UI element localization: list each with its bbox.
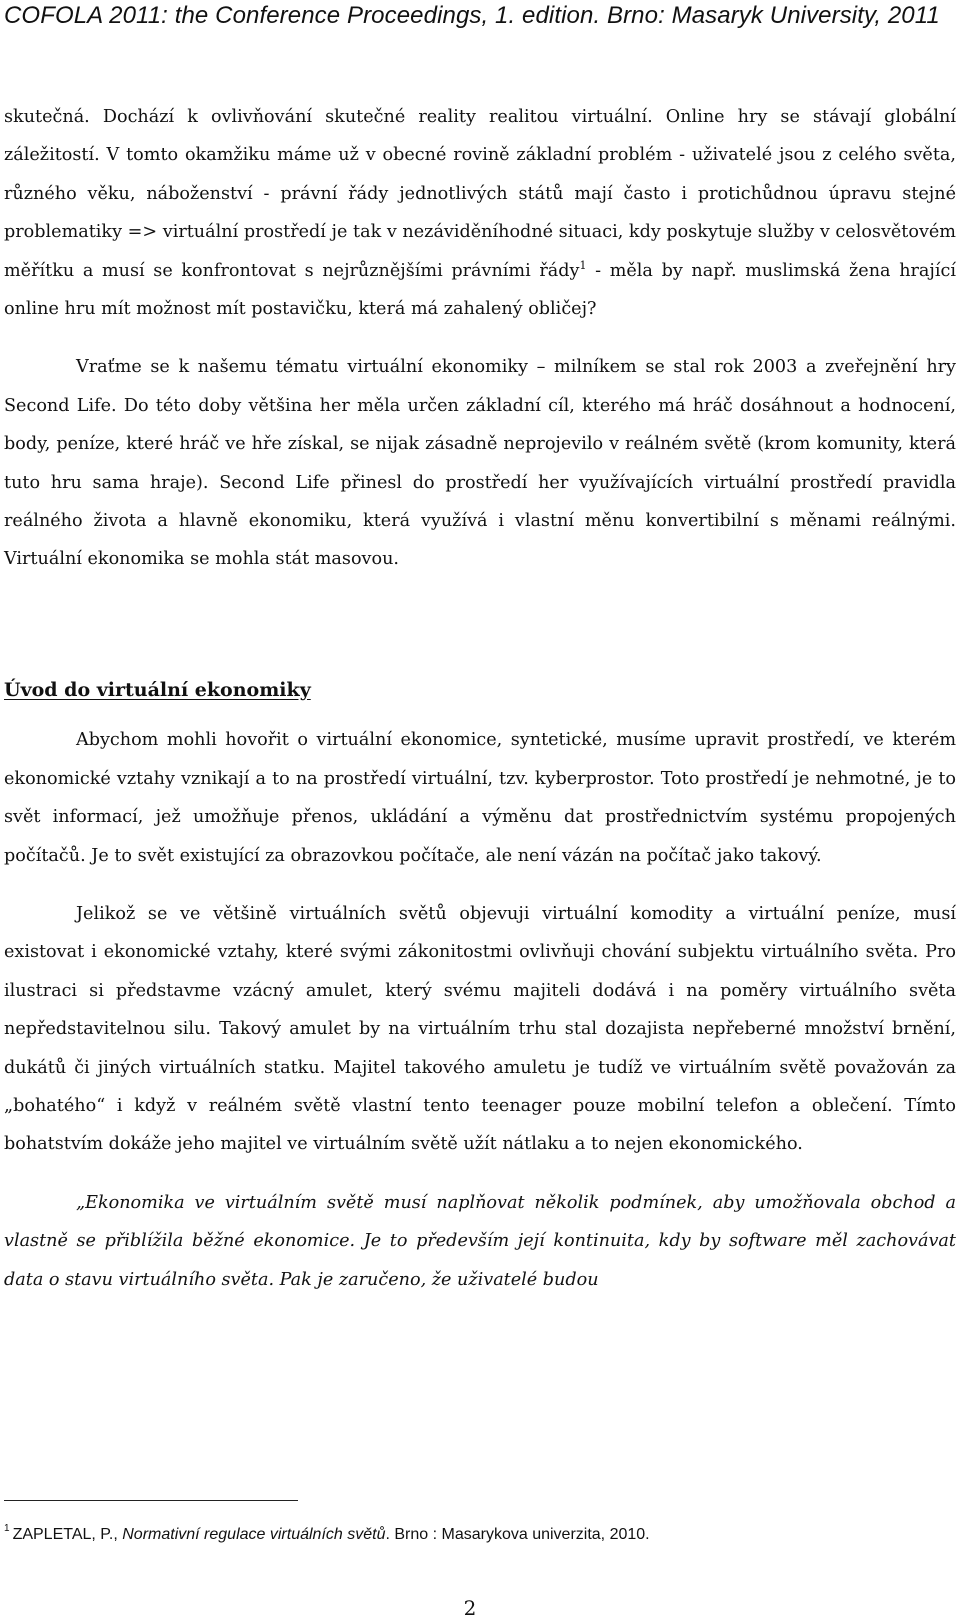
paragraph-3: Abychom mohli hovořit o virtuální ekonomice, syntetické, musíme upravit prostředí, ve kterém ekonomické vztahy vznikají a to na prostředí virtuální, tzv. kyberprostor. Toto prostředí je nehmotné, je to svět informací, jež umožňuje přenos, ukládání a výměnu dat prostřednictvím systému propojených počítačů. Je to svět existující za obrazovkou počítače, ale není vázán na počítač jako takový. (4, 730, 956, 866)
page-number: 2 (463, 1596, 477, 1620)
document-body (4, 98, 956, 1299)
footnote-author: ZAPLETAL, P., (12, 1526, 123, 1543)
section-heading: Úvod do virtuální ekonomiky (4, 678, 311, 701)
footnote-number: 1 (4, 1523, 10, 1534)
footnote-separator (4, 1500, 298, 1501)
footnote-title: Normativní regulace virtuálních světů (122, 1526, 386, 1543)
quote-paragraph: „Ekonomika ve virtuálním světě musí naplňovat několik podmínek, aby umožňovala obchod a vlastně se přiblížila běžné ekonomice. Je to především její kontinuita, kdy by software měl zachovávat data o stavu virtuálního světa. Pak je zaručeno, že uživatelé budou (4, 1192, 956, 1290)
paragraph-4: Jelikož se ve většině virtuálních světů objevuji virtuální komodity a virtuální peníze, musí existovat i ekonomické vztahy, které svými zákonitostmi ovlivňuji chování subjektu virtuálního světa. Pro ilustraci si představme vzácný amulet, který svému majiteli dodává i na poměry virtuálního světa nepředstavitelnou silu. Takový amulet by na virtuálním trhu stal dozajista nepřeberné množství brnění, dukátů či jiných virtuálních statku. Majitel takového amuletu je tudíž ve virtuálním světě považován za „bohatého“ i když v reálném světě vlastní tento teenager pouze mobilní telefon a oblečení. Tímto bohatstvím dokáže jeho majitel ve virtuálním světě užít nátlaku a to nejen ekonomického. (4, 903, 956, 1155)
paragraph-1-text-cont: - měla by např. muslimská žena hrající online hru mít možnost mít postavičku, která má zahalený obličej? (4, 260, 956, 320)
footnote (4, 1524, 954, 1546)
paragraph-1-text: skutečná. Dochází k ovlivňování skutečné reality realitou virtuální. Online hry se stávají globální záležitostí. V tomto okamžiku máme už v obecné rovině základní problém - uživatelé jsou z celého světa, různého věku, náboženství - právní řády jednotlivých států mají často i protichůdnou úpravu stejné problematiky => virtuální prostředí je tak v nezáviděníhodné situaci, kdy poskytuje služby v celosvětovém měřítku a musí se konfrontovat s nejrůznějšími právními řády (4, 107, 956, 281)
footnote-reference[interactable]: 1 (579, 258, 587, 272)
running-header: COFOLA 2011: the Conference Proceedings, 1. edition. Brno: Masaryk University, 2011 (4, 2, 940, 29)
footnote-rest: . Brno : Masarykova univerzita, 2010. (385, 1526, 650, 1543)
paragraph-1 (4, 98, 956, 328)
paragraph-2: Vraťme se k našemu tématu virtuální ekonomiky – milníkem se stal rok 2003 a zveřejnění hry Second Life. Do této doby většina her měla určen základní cíl, kterého má hráč dosáhnout a hodnocení, body, peníze, které hráč ve hře získal, se nijak zásadně neprojevilo v reálném světě (krom komunity, která tuto hru sama hraje). Second Life přinesl do prostředí her využívajících virtuální prostředí pravidla reálného života a hlavně ekonomiku, která využívá i vlastní měnu konvertibilní s měnami reálnými. Virtuální ekonomika se mohla stát masovou. (4, 357, 956, 570)
